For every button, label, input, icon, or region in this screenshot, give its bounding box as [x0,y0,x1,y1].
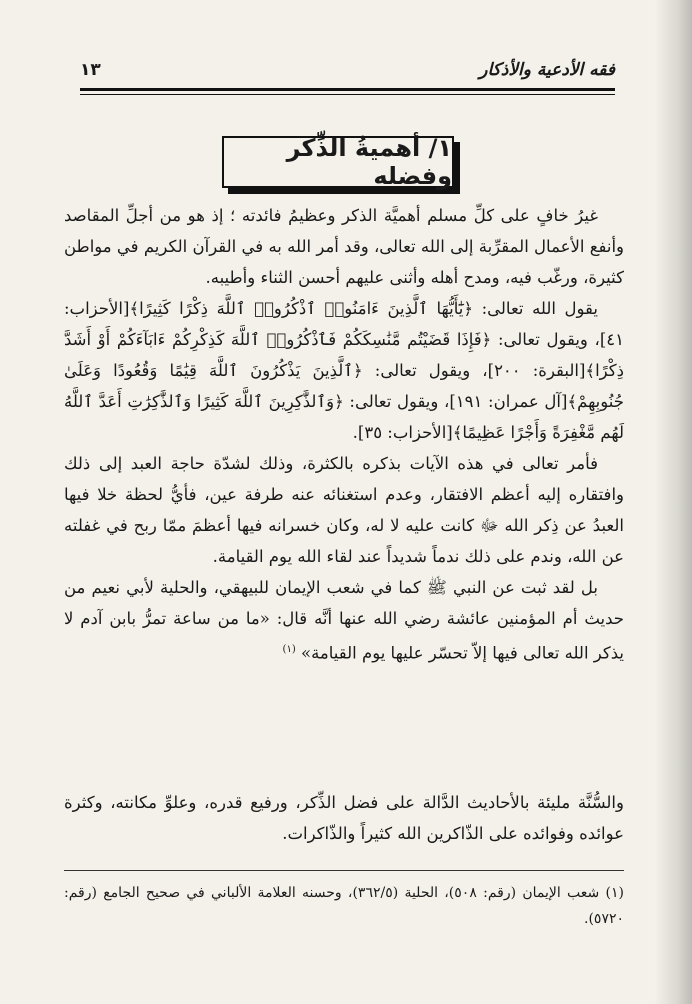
paragraph-4 [64,572,624,669]
paragraph-1: غيرُ خافٍ على كلِّ مسلم أهميَّة الذكر وعظيمُ فائدته ؛ إذ هو من أجلِّ المقاصد وأنفع الأعمال المقرِّبة إلى الله تعالى، وقد أمر الله به في القرآن الكريم في مواطن كثيرة، ورغّب فيه، ومدح أهله وأثنى عليهم أحسن الثناء وأطيبه. [64,206,624,287]
footnote-reference[interactable]: (١) [282,644,296,655]
paragraph-3: فأمر تعالى في هذه الآيات بذكره بالكثرة، وذلك لشدّة حاجة العبد إلى ذلك وافتقاره إليه أعظم الافتقار، وعدم استغنائه عنه طرفة عين، فأيُّ لحظة خلا فيها العبدُ عن ذِكر الله ﷻ كانت عليه لا له، وكان خسرانه فيها أعظمَ ممّا ربح في غفلته عن الله، وندم على ذلك ندماً شديداً عند لقاء الله يوم القيامة. [64,454,624,566]
body-text [64,200,624,669]
page-number: ١٣ [80,60,101,80]
footnote-divider [64,870,624,871]
body-text-continued [64,787,624,849]
paragraph-5: والسُّنَّة مليئة بالأحاديث الدَّالة على فضل الذِّكر، ورفيع قدره، وعلوِّ مكانته، وكثرة عوائده وفوائده على الذّاكرين الله كثيراً والذّاكرات. [64,793,624,843]
paragraph-4-text: بل لقد ثبت عن النبي ﷺ كما في شعب الإيمان للبيهقي، والحلية لأبي نعيم من حديث أم المؤمنين عائشة رضي الله عنها أنَّه قال: «ما من ساعة تمرُّ بابن آدم لا يذكر الله تعالى فيها إلاّ تحسّر عليها يوم القيامة» [64,578,624,663]
footnote: (١) شعب الإيمان (رقم: ٥٠٨)، الحلية (٣٦٢/٥)، وحسنه العلامة الألباني في صحيح الجامع (رقم: ٥٧٢٠). [64,885,625,927]
header-rule-thin [80,94,615,95]
book-title: فقه الأدعية والأذكار [479,60,615,80]
paragraph-2: يقول الله تعالى: ﴿يَٰٓأَيُّهَا ٱلَّذِينَ ءَامَنُوا۟ ٱذْكُرُوا۟ ٱللَّهَ ذِكْرًا كَثِيرًا﴾[الأحزاب: ٤١]، ويقول تعالى: ﴿فَإِذَا قَضَيْتُم مَّنَٰسِكَكُمْ فَٱذْكُرُوا۟ ٱللَّهَ كَذِكْرِكُمْ ءَابَآءَكُمْ أَوْ أَشَدَّ ذِكْرًا﴾[البقرة: ٢٠٠]، ويقول تعالى: ﴿ٱلَّذِينَ يَذْكُرُونَ ٱللَّهَ قِيَٰمًا وَقُعُودًا وَعَلَىٰ جُنُوبِهِمْ﴾[آل عمران: ١٩١]، ويقول تعالى: ﴿وَٱلذَّٰكِرِينَ ٱللَّهَ كَثِيرًا وَٱلذَّٰكِرَٰتِ أَعَدَّ ٱللَّهُ لَهُم مَّغْفِرَةً وَأَجْرًا عَظِيمًا﴾[الأحزاب: ٣٥]. [64,299,624,442]
header-rule-thick [80,88,615,91]
section-heading-text: ١/ أهميةُ الذِّكر وفضله [286,134,452,190]
running-header [80,58,615,88]
section-heading [222,136,454,188]
page-edge-shadow [654,0,692,1004]
